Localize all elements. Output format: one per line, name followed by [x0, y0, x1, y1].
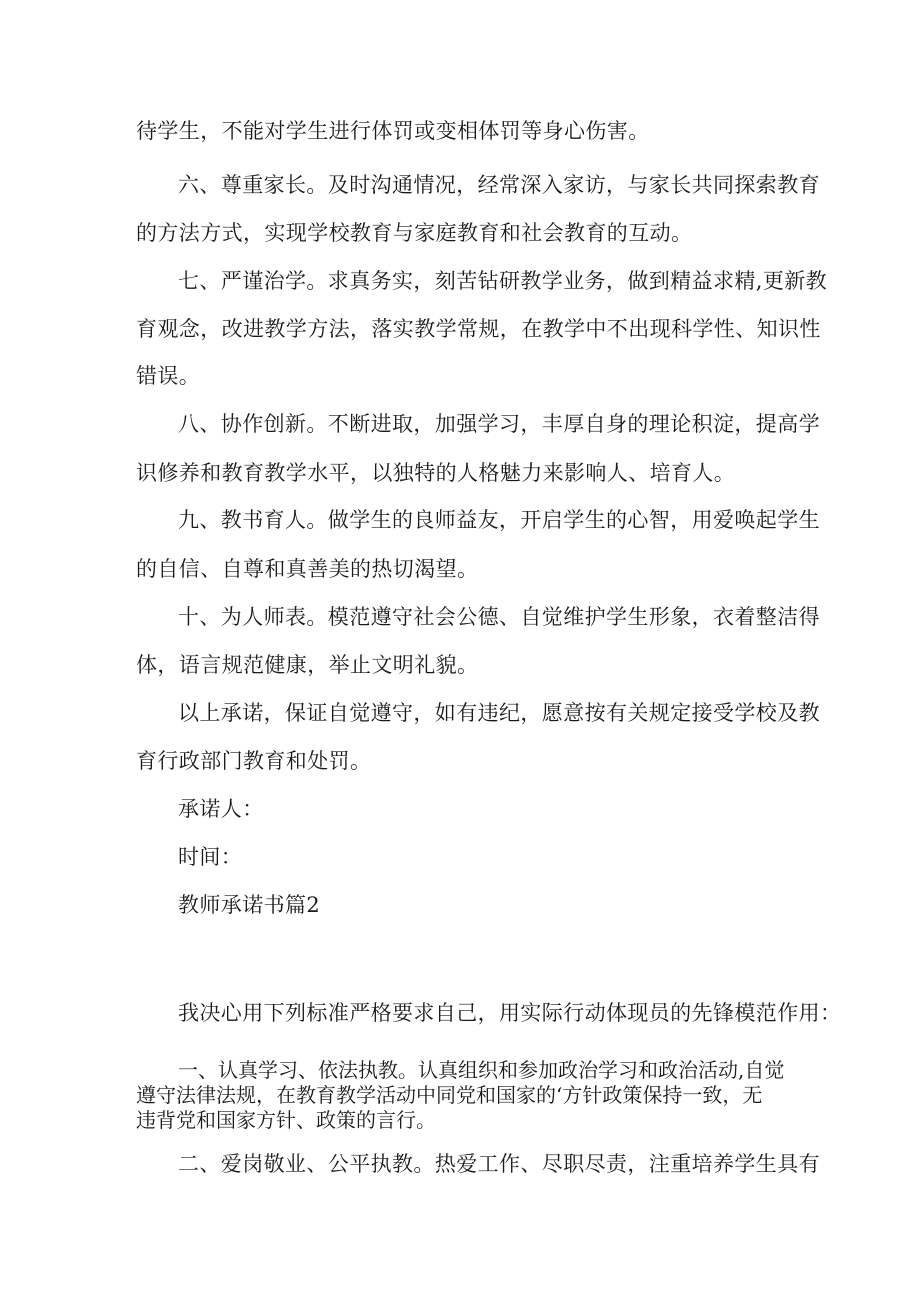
text-line: 待学生，不能对学生进行体罚或变相体罚等身心伤害。 — [136, 119, 650, 143]
text-line: 遵守法律法规，在教育教学活动中同党和国家的‘方针政策保持一致，无 — [136, 1083, 763, 1107]
text-line: 体，语言规范健康，举止文明礼貌。 — [136, 653, 479, 677]
date-label: 时间： — [178, 845, 243, 869]
text-line: 的自信、自尊和真善美的热切渴望。 — [136, 557, 479, 581]
text-line: 以上承诺，保证自觉遵守，如有违纪，愿意按有关规定接受学校及教 — [178, 701, 820, 725]
text-line: 我决心用下列标准严格要求自己，用实际行动体现员的先锋模范作用： — [178, 1001, 842, 1025]
text-line: 违背党和国家方针、政策的言行。 — [136, 1108, 436, 1132]
text-line: 育行政部门教育和处罚。 — [136, 749, 372, 773]
text-line: 七、严谨治学。求真务实，刻苦钻研教学业务，做到精益求精,更新教 — [178, 269, 828, 293]
text-line: 的方法方式，实现学校教育与家庭教育和社会教育的互动。 — [136, 221, 693, 245]
signer-label: 承诺人： — [178, 797, 264, 821]
text-line: 二、爱岗敬业、公平执教。热爱工作、尽职尽责，注重培养学生具有 — [178, 1152, 820, 1176]
text-line: 一、认真学习、依法执教。认真组织和参加政治学习和政治活动,自觉 — [178, 1058, 785, 1082]
text-line: 育观念，改进教学方法，落实教学常规，在教学中不出现科学性、知识性 — [136, 317, 821, 341]
text-line: 六、尊重家长。及时沟通情况，经常深入家访，与家长共同探索教育 — [178, 173, 820, 197]
text-line: 十、为人师表。模范遵守社会公德、自觉维护学生形象，衣着整洁得 — [178, 605, 820, 629]
text-line: 八、协作创新。不断进取，加强学习，丰厚自身的理论积淀，提高学 — [178, 412, 820, 436]
text-line: 识修养和教育教学水平，以独特的人格魅力来影响人、培育人。 — [136, 461, 736, 485]
text-line: 九、教书育人。做学生的良师益友，开启学生的心智，用爱唤起学生 — [178, 508, 820, 532]
section-title-text: 教师承诺书篇2 — [178, 893, 321, 917]
text-line: 错误。 — [136, 364, 201, 388]
